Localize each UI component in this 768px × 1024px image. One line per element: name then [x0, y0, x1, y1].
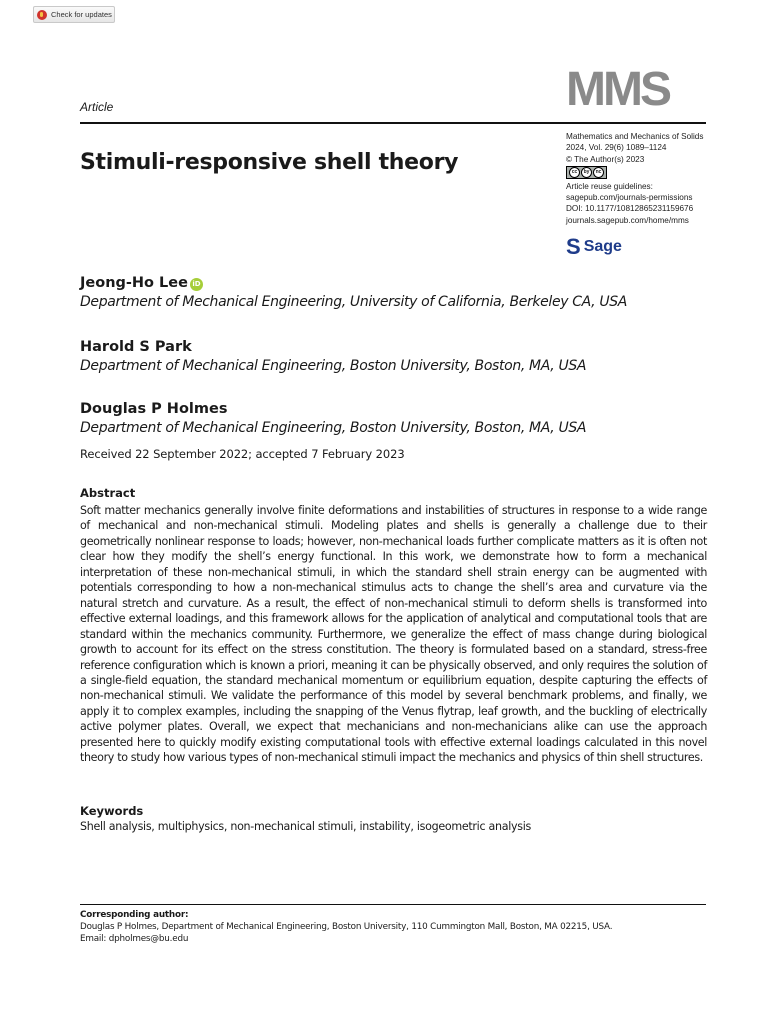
- cc-icon: cc: [569, 167, 580, 178]
- journal-meta: [566, 131, 726, 226]
- author-affiliation: Department of Mechanical Engineering, University of California, Berkeley CA, USA: [80, 294, 628, 310]
- publisher-name: Sage: [583, 238, 622, 255]
- cc-nc-icon: nc: [593, 167, 604, 178]
- permissions-link[interactable]: sagepub.com/journals-permissions: [566, 193, 693, 203]
- author-affiliation: Department of Mechanical Engineering, Boston University, Boston, MA, USA: [80, 358, 587, 374]
- orcid-icon[interactable]: iD: [190, 278, 203, 291]
- publisher-logo[interactable]: [566, 236, 622, 258]
- author-block: [80, 401, 586, 436]
- author-name: Douglas P Holmes: [80, 401, 228, 417]
- cc-by-icon: by: [581, 167, 592, 178]
- abstract-heading: Abstract: [80, 486, 136, 500]
- reuse-guidelines-label: Article reuse guidelines:: [566, 181, 653, 191]
- keywords-text: Shell analysis, multiphysics, non-mechanical stimuli, instability, isogeometric analysis: [80, 820, 532, 833]
- corresponding-author-block: [80, 909, 612, 945]
- copyright-line: © The Author(s) 2023: [566, 154, 645, 164]
- author-affiliation: Department of Mechanical Engineering, Boston University, Boston, MA, USA: [80, 420, 587, 436]
- article-type-label: Article: [80, 100, 114, 114]
- author-name: Harold S Park: [80, 339, 192, 355]
- keywords-heading: Keywords: [80, 804, 144, 818]
- header-divider: [80, 122, 706, 124]
- corresponding-author-address: Douglas P Holmes, Department of Mechanical Engineering, Boston University, 110 Cummington Mall, Boston, MA 02215, USA.: [80, 922, 613, 932]
- author-block: [80, 275, 627, 310]
- footer-divider: [80, 904, 706, 905]
- received-dates: Received 22 September 2022; accepted 7 February 2023: [80, 447, 405, 461]
- journal-name: Mathematics and Mechanics of Solids: [566, 132, 704, 141]
- abstract-text: Soft matter mechanics generally involve finite deformations and instabilities of structures in response to a wide range of mechanical and non-mechanical stimuli. Modeling plates and shells is generally a challenge due to their geometrically nonlinear response to loads; however, non-mechanical loads further complicate matters as it is often not clear how they modify the shell’s energy functional. In this work, we demonstrate how to form a mechanical interpretation of these non-mechanical stimuli, in which the standard shell strain energy can be augmented with potentials corresponding to how a non-mechanical stimulus acts to change the shell’s area and curvature via the natural stretch and curvature. As a result, the effect of non-mechanical stimuli to deform shells is transformed into effective external loadings, and this framework allows for the application of analytical and computational tools that are standard within the mechanics community. Furthermore, we generalize the effect of mass change during biological growth to account for its effect on the stress constitution. The theory is formulated based on a standard, stress-free reference configuration which is known a priori, meaning it can be physically observed, and only requires the solution of a single-field equation, the standard mechanical momentum or equilibrium equation, despite capturing the effects of non-mechanical stimuli. We validate the performance of this model by several benchmark problems, and finally, we apply it to complex examples, including the snapping of the Venus flytrap, leaf growth, and the buckling of electrically active polymer plates. Overall, we expect that mechanicians and non-mechanicians alike can use the approach presented here to quickly modify existing computational tools with effective external loadings calculated in this novel theory to study how various types of non-mechanical stimuli impact the mechanics and physics of thin shell structures.: [80, 504, 707, 765]
- paper-title: Stimuli-responsive shell theory: [80, 150, 459, 175]
- check-updates-label: Check for updates: [51, 10, 112, 19]
- corresponding-author-heading: Corresponding author:: [80, 910, 189, 920]
- check-for-updates-button[interactable]: [33, 6, 115, 23]
- author-name-text: Jeong-Ho Lee: [80, 275, 188, 291]
- corresponding-author-email[interactable]: Email: dpholmes@bu.edu: [80, 934, 189, 944]
- author-name: [80, 275, 627, 291]
- journal-volume: 2024, Vol. 29(6) 1089–1124: [566, 143, 667, 153]
- doi-link[interactable]: DOI: 10.1177/10812865231159676: [566, 204, 694, 214]
- sage-s-icon: S: [566, 234, 581, 259]
- journal-logo: MMS: [566, 63, 669, 116]
- creative-commons-badge[interactable]: [566, 166, 607, 179]
- journal-homepage-link[interactable]: journals.sagepub.com/home/mms: [566, 215, 689, 225]
- check-updates-icon: [37, 10, 47, 20]
- author-block: [80, 339, 586, 374]
